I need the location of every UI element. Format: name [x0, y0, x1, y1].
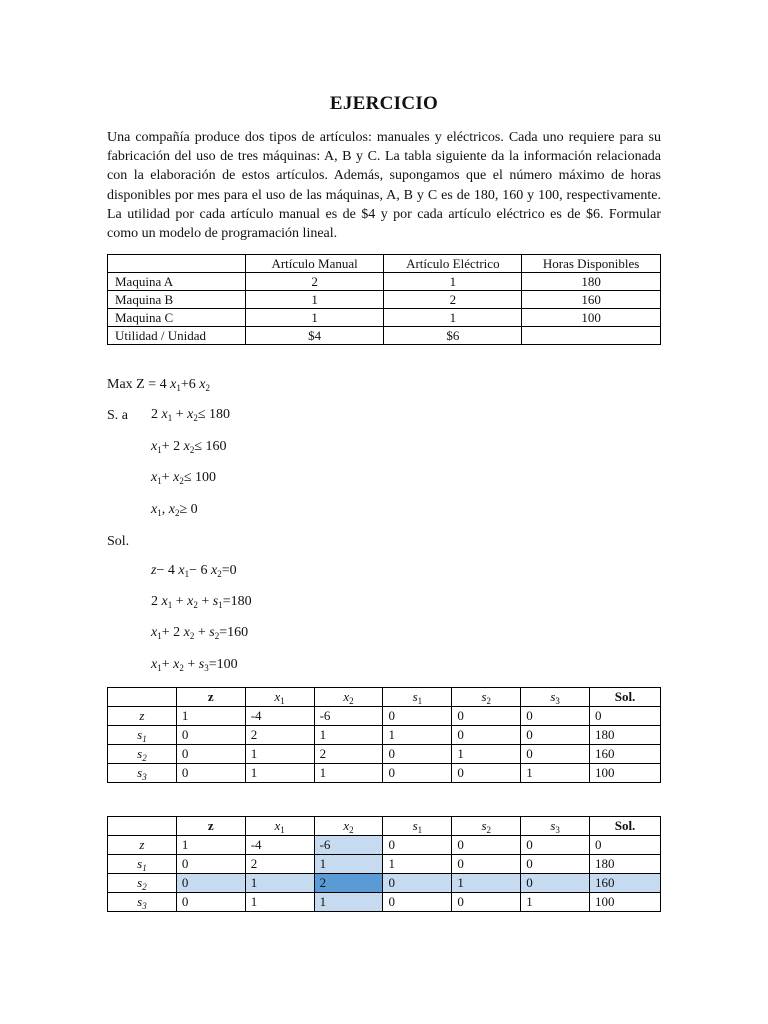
table-cell: 0 [521, 745, 590, 764]
row-label: $s_2$ [108, 745, 177, 764]
table-cell: 0 [383, 836, 452, 855]
table-cell: $6 [384, 327, 522, 345]
header-cell [108, 688, 177, 707]
table-cell: 0 [452, 764, 521, 783]
row-label: z [108, 707, 177, 726]
table-row [108, 327, 661, 345]
constraint-3: $x_1+ x_2\le 100$ [151, 470, 217, 486]
table-cell: 1 [176, 836, 245, 855]
standard-eq-1: 2 $x_1 + x_2 + s_1=180$ [151, 594, 252, 610]
table-cell: -4 [245, 836, 314, 855]
header-cell: Artículo Eléctrico [384, 255, 522, 273]
table-cell: 0 [383, 893, 452, 912]
row-label: $s_2$ [108, 874, 177, 893]
pivot-column-cell: 1 [314, 855, 383, 874]
table-row [108, 745, 661, 764]
data-table [107, 254, 661, 345]
table-cell: 1 [384, 273, 522, 291]
table-cell: 0 [590, 836, 661, 855]
header-cell: $s_3$ [521, 688, 590, 707]
table-cell: 0 [452, 836, 521, 855]
pivot-column-cell: -6 [314, 836, 383, 855]
table-header-row [108, 255, 661, 273]
header-cell: $x_1$ [245, 688, 314, 707]
table-cell: 1 [521, 764, 590, 783]
table-cell: 1 [245, 745, 314, 764]
table-cell: 100 [590, 764, 661, 783]
header-cell: z [176, 817, 245, 836]
table-cell: $4 [245, 327, 384, 345]
pivot-row [108, 874, 661, 893]
table-cell: 0 [521, 726, 590, 745]
table-cell: 0 [176, 764, 245, 783]
header-cell: $x_1$ [245, 817, 314, 836]
table-cell: -4 [245, 707, 314, 726]
table-cell: 100 [590, 893, 661, 912]
header-cell: $x_2$ [314, 688, 383, 707]
table-cell: 0 [452, 726, 521, 745]
simplex-tableau-pivot [107, 816, 661, 912]
constraint-label: S. a [107, 408, 128, 423]
table-cell: 1 [384, 309, 522, 327]
tableau-header-row [108, 688, 661, 707]
tableau-header-row [108, 817, 661, 836]
header-cell: $s_2$ [452, 817, 521, 836]
row-label: $s_1$ [108, 855, 177, 874]
table-cell: 1 [245, 764, 314, 783]
table-cell: 1 [383, 855, 452, 874]
table-cell: 0 [521, 707, 590, 726]
header-cell: $s_1$ [383, 817, 452, 836]
table-cell: 1 [245, 893, 314, 912]
table-row [108, 893, 661, 912]
row-label: Maquina C [108, 309, 246, 327]
row-label: $s_3$ [108, 764, 177, 783]
table-cell: 180 [590, 855, 661, 874]
table-cell: 1 [383, 726, 452, 745]
table-cell: 180 [590, 726, 661, 745]
table-cell: 0 [383, 764, 452, 783]
table-cell [522, 327, 661, 345]
table-cell: 1 [176, 707, 245, 726]
table-cell: 0 [521, 836, 590, 855]
table-cell: 1 [452, 745, 521, 764]
table-row [108, 309, 661, 327]
table-cell: 0 [383, 745, 452, 764]
table-cell: 2 [245, 273, 384, 291]
table-cell: 0 [176, 726, 245, 745]
table-row [108, 836, 661, 855]
table-row [108, 273, 661, 291]
header-cell: $s_2$ [452, 688, 521, 707]
table-row [108, 855, 661, 874]
table-cell: 0 [521, 855, 590, 874]
table-cell: 2 [314, 745, 383, 764]
table-cell: 100 [522, 309, 661, 327]
table-cell: 1 [245, 291, 384, 309]
pivot-row-cell: 1 [452, 874, 521, 893]
header-cell: Sol. [590, 817, 661, 836]
solution-label: Sol. [107, 534, 130, 549]
table-cell: 0 [176, 855, 245, 874]
table-cell: 1 [245, 309, 384, 327]
table-cell: 0 [452, 707, 521, 726]
table-cell: 160 [590, 745, 661, 764]
table-cell: 2 [245, 726, 314, 745]
table-cell: 0 [176, 745, 245, 764]
simplex-tableau-initial [107, 687, 661, 783]
row-label: z [108, 836, 177, 855]
table-cell: 0 [452, 893, 521, 912]
table-cell: 0 [590, 707, 661, 726]
table-row [108, 291, 661, 309]
table-cell: 160 [522, 291, 661, 309]
header-cell: Horas Disponibles [522, 255, 661, 273]
table-cell: 2 [384, 291, 522, 309]
standard-eq-z: z− 4 $x_1- 6$ $x_2=0$ [151, 563, 237, 579]
table-cell: 1 [521, 893, 590, 912]
problem-statement: Una compañía produce dos tipos de artículos: manuales y eléctricos. Cada uno requiere para su fabricación del uso de tres máquinas: A, B y C. La tabla siguiente da la información relacionada con la elaboración de estos artículos. Además, supongamos que el número máximo de horas disponibles por mes para el uso de las máquinas, A, B y C es de 180, 160 y 100, respectivamente. La utilidad por cada artículo manual es de $4 y por cada artículo eléctrico es de $6. Formular como un modelo de programación lineal. [107, 130, 661, 242]
header-cell: $s_1$ [383, 688, 452, 707]
standard-eq-2: $x_1+ 2$ $x_2 + s_2=160$ [151, 625, 249, 641]
header-cell: $x_2$ [314, 817, 383, 836]
objective-prefix: Max Z = 4 [107, 377, 167, 392]
table-cell: 2 [245, 855, 314, 874]
table-row [108, 764, 661, 783]
standard-eq-3: $x_1+ x_2 + s_3=100$ [151, 657, 238, 673]
pivot-column-cell: 1 [314, 893, 383, 912]
objective-function: Max Z = 4 $x_1+6$ $x_2$ [107, 377, 210, 393]
pivot-row-cell: 0 [176, 874, 245, 893]
table-cell: 0 [383, 707, 452, 726]
constraint-2: $x_1+ 2$ $x_2\le 160$ [151, 439, 227, 455]
header-cell: z [176, 688, 245, 707]
table-cell: 1 [314, 764, 383, 783]
header-cell [108, 255, 246, 273]
header-cell: Artículo Manual [245, 255, 384, 273]
pivot-row-cell: 160 [590, 874, 661, 893]
row-label: $s_1$ [108, 726, 177, 745]
header-cell: $s_3$ [521, 817, 590, 836]
table-cell: 0 [452, 855, 521, 874]
pivot-row-cell: 0 [383, 874, 452, 893]
table-cell: -6 [314, 707, 383, 726]
table-row [108, 726, 661, 745]
constraint-1: 2 $x_1 + x_2\le 180$ [151, 407, 231, 423]
table-cell: 0 [176, 893, 245, 912]
row-label: Utilidad / Unidad [108, 327, 246, 345]
pivot-row-cell: 0 [521, 874, 590, 893]
row-label: Maquina B [108, 291, 246, 309]
constraint-nonneg: $x_1$, $x_2\ge 0$ [151, 502, 198, 518]
table-cell: 1 [314, 726, 383, 745]
table-cell: 180 [522, 273, 661, 291]
page-title: EJERCICIO [329, 93, 439, 114]
row-label: Maquina A [108, 273, 246, 291]
row-label: $s_3$ [108, 893, 177, 912]
pivot-element: 2 [314, 874, 383, 893]
header-cell: Sol. [590, 688, 661, 707]
pivot-row-cell: 1 [245, 874, 314, 893]
table-row [108, 707, 661, 726]
header-cell [108, 817, 177, 836]
